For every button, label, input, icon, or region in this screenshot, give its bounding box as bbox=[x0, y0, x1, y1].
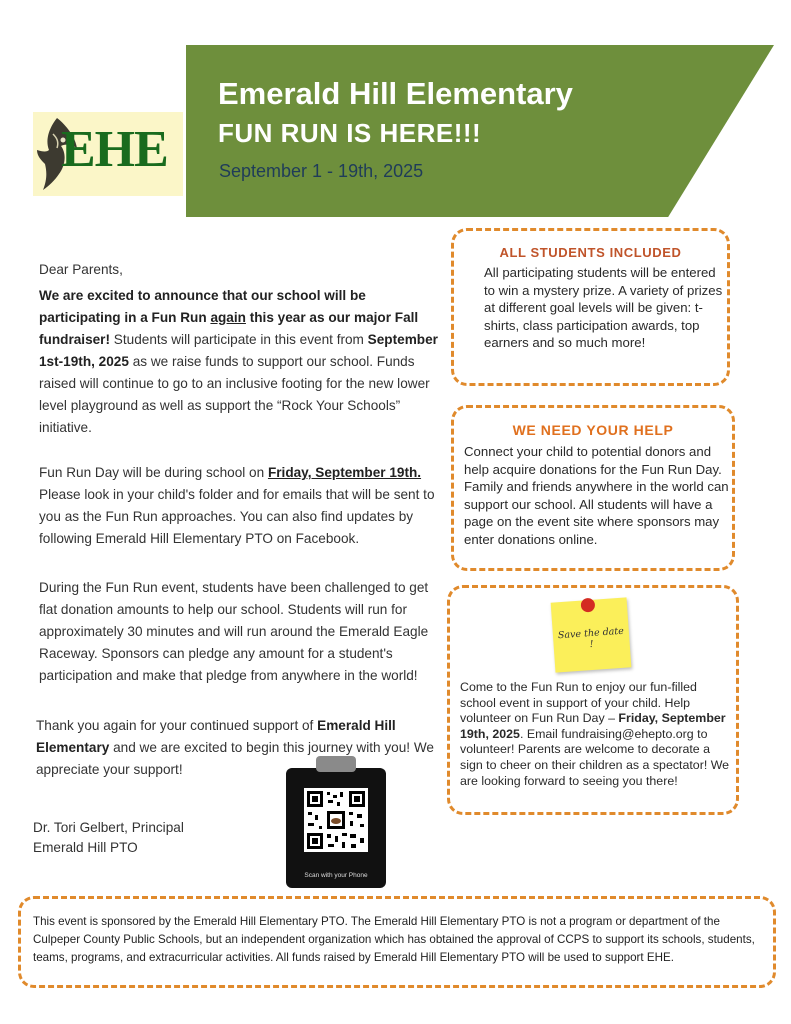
event-dates-bold: September 1st-19th, 2025 bbox=[39, 332, 438, 369]
announcement-bold: We are excited to announce that our school will be participating in a Fun Run again this year as our major Fall fundraiser! bbox=[39, 288, 419, 347]
fun-run-day-date: Friday, September 19th. bbox=[267, 465, 422, 480]
school-name-bold: Emerald Hill Elementary bbox=[36, 718, 396, 755]
letter-paragraph-2: Fun Run Day will be during school on Friday, September 19th. Please look in your child's folder and for emails that will be sent to you as the Fun Run approaches. You can also find updates by following Emerald Hill Elementary PTO on Facebook. bbox=[39, 465, 435, 546]
letter-paragraph-1: We are excited to announce that our school will be participating in a Fun Run again this year as our major Fall fundraiser! Students will participate in this event from September 1st-19th, 2025 as we raise funds to support our school. Funds raised will continue to go to an inclusive footing for the new lower level playground as well as support the “Rock Your Schools” initiative. bbox=[39, 288, 438, 435]
signature-line-2: Emerald Hill PTO bbox=[33, 840, 138, 855]
qr-code[interactable] bbox=[304, 788, 368, 852]
qr-code-icon bbox=[304, 788, 368, 852]
sponsor-disclaimer-text: This event is sponsored by the Emerald Hill Elementary PTO. The Emerald Hill Elementary PTO is not a program or department of the Culpeper County Public Schools, but an independent organization which has obtained the approval of CCPS to support its schools, students, teams, programs, and extracurricular activities. All funds raised by Emerald Hill Elementary PTO will be used to support EHE. bbox=[33, 915, 755, 964]
sponsor-disclaimer-box bbox=[18, 896, 776, 988]
need-help-body: Connect your child to potential donors and help acquire donations for the Fun Run Day. Family and friends anywhere in the world can support our school. All students will have a page on the event site where sponsors may enter donations online. bbox=[464, 444, 729, 547]
clipboard-clip bbox=[316, 756, 356, 772]
all-students-body: All participating students will be entered to win a mystery prize. A variety of prizes at different goal levels will be given: t-shirts, class participation awards, top earners and so much more! bbox=[484, 265, 723, 350]
signature-line-1: Dr. Tori Gelbert, Principal bbox=[33, 820, 184, 835]
school-name: Emerald Hill Elementary bbox=[218, 76, 573, 111]
sticky-note bbox=[551, 597, 632, 672]
save-the-date-box bbox=[447, 585, 739, 815]
qr-clipboard bbox=[286, 768, 386, 888]
all-students-title: ALL STUDENTS INCLUDED bbox=[499, 245, 682, 260]
sticky-note-text: Save the date ! bbox=[557, 625, 625, 651]
qr-caption: Scan with your Phone bbox=[304, 872, 368, 879]
save-the-date-body: Come to the Fun Run to enjoy our fun-filled school event in support of your child. Help volunteer on Fun Run Day – Friday, September 19th, 2025. Email fundraising@ehepto.org to volunteer! Parents are welcome to decorate a sign to cheer on their children as a spectator! We are looking forward to seeing you there! bbox=[460, 680, 730, 788]
event-dates: September 1 - 19th, 2025 bbox=[219, 161, 424, 181]
school-logo bbox=[33, 112, 183, 196]
pushpin-icon bbox=[580, 598, 595, 613]
volunteer-date: Friday, September 19th, 2025 bbox=[460, 711, 726, 741]
all-students-box bbox=[451, 228, 730, 386]
letter-paragraph-4: Thank you again for your continued support of Emerald Hill Elementary and we are excited to begin this journey with you! We appreciate your support! bbox=[36, 718, 434, 777]
headline: FUN RUN IS HERE!!! bbox=[218, 118, 482, 148]
logo-text: EHE bbox=[61, 121, 168, 178]
greeting: Dear Parents, bbox=[39, 262, 123, 277]
signature bbox=[33, 818, 184, 858]
letter-paragraph-3: During the Fun Run event, students have been challenged to get flat donation amounts to help our school. Students will run for approximately 30 minutes and will run around the Emerald Eagle Raceway. Sponsors can pledge any amount for a student's participation and make that pledge from anywhere in the world! bbox=[39, 580, 429, 683]
need-help-box bbox=[451, 405, 735, 571]
need-help-title: WE NEED YOUR HELP bbox=[512, 422, 674, 438]
